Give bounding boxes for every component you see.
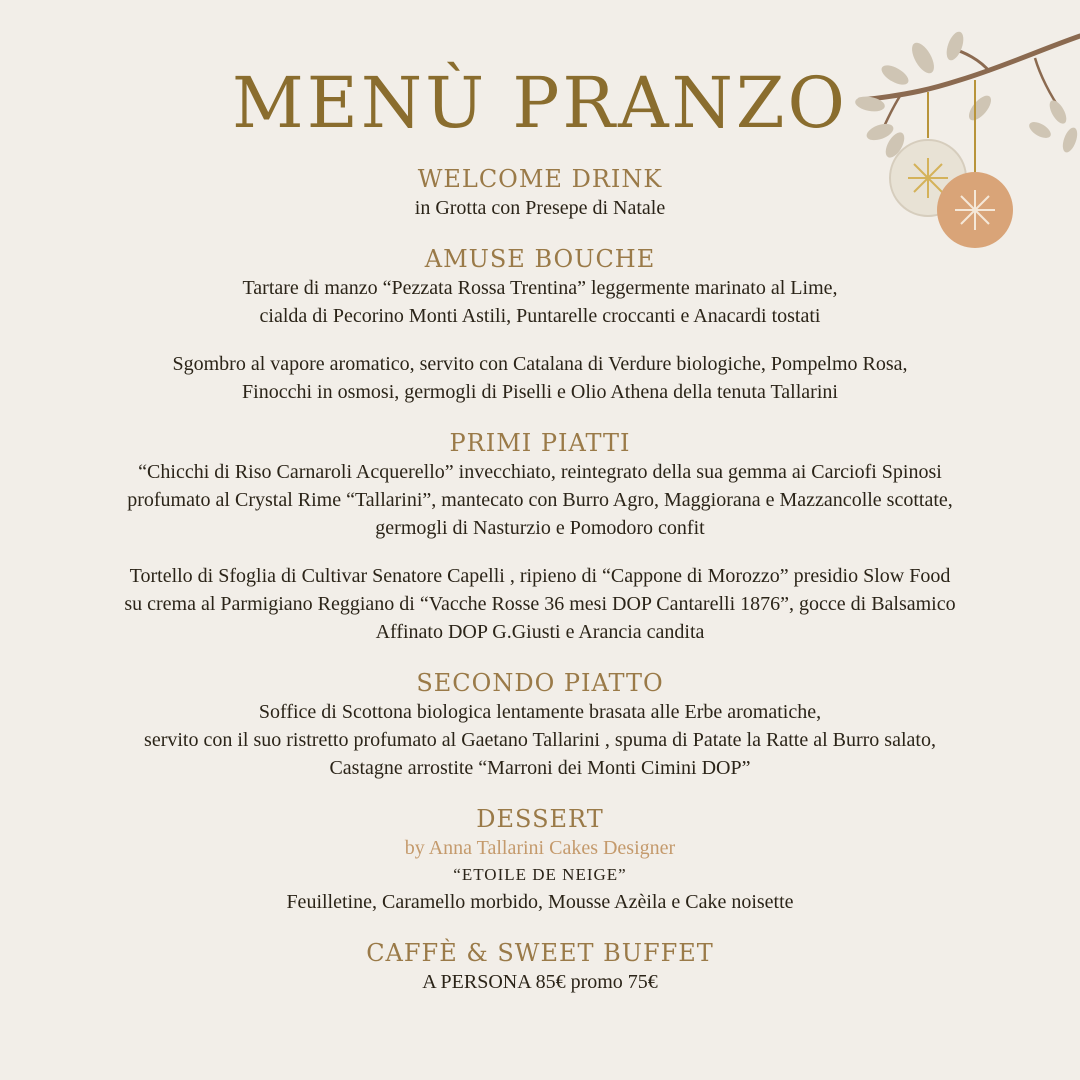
menu-line: Castagne arrostite “Marroni dei Monti Cimini DOP” <box>329 757 751 779</box>
menu-line: Affinato DOP G.Giusti e Arancia candita <box>375 621 705 643</box>
menu-line: Sgombro al vapore aromatico, servito con Catalana di Verdure biologiche, Pompelmo Rosa, <box>172 353 908 375</box>
menu-line: su crema al Parmigiano Reggiano di “Vacche Rosse 36 mesi DOP Cantarelli 1876”, gocce di Balsamico <box>124 593 956 615</box>
dish-tartare <box>20 274 1060 330</box>
menu-line: Tartare di manzo “Pezzata Rossa Trentina” leggermente marinato al Lime, <box>242 277 838 299</box>
section-dessert <box>20 804 1060 916</box>
menu-content <box>20 164 1060 1018</box>
price-line: A PERSONA 85€ promo 75€ <box>422 971 658 993</box>
section-caffe <box>20 938 1060 996</box>
section-heading: WELCOME DRINK <box>417 165 663 193</box>
section-heading: AMUSE BOUCHE <box>424 245 656 273</box>
menu-line: Finocchi in osmosi, germogli di Piselli e Olio Athena della tenuta Tallarini <box>242 381 838 403</box>
dessert-credit: by Anna Tallarini Cakes Designer <box>404 837 676 859</box>
dish-sgombro <box>20 350 1060 406</box>
section-primi-piatti <box>20 428 1060 646</box>
section-heading: CAFFÈ & SWEET BUFFET <box>366 939 714 967</box>
menu-line: Soffice di Scottona biologica lentamente brasata alle Erbe aromatiche, <box>258 701 822 723</box>
menu-line: “Chicchi di Riso Carnaroli Acquerello” invecchiato, reintegrato della sua gemma ai Carciofi Spinosi <box>138 461 942 483</box>
section-heading: DESSERT <box>476 805 604 833</box>
menu-line: Tortello di Sfoglia di Cultivar Senatore Capelli , ripieno di “Cappone di Morozzo” presidio Slow Food <box>129 565 951 587</box>
menu-line: germogli di Nasturzio e Pomodoro confit <box>375 517 705 539</box>
menu-line: in Grotta con Presepe di Natale <box>414 197 666 219</box>
section-amuse-bouche <box>20 244 1060 406</box>
dish-risotto <box>20 458 1060 542</box>
section-heading: SECONDO PIATTO <box>416 669 664 697</box>
page-title: MENÙ PRANZO <box>232 62 848 144</box>
menu-line: profumato al Crystal Rime “Tallarini”, mantecato con Burro Agro, Maggiorana e Mazzancolle scottate, <box>127 489 953 511</box>
menu-line: servito con il suo ristretto profumato al Gaetano Tallarini , spuma di Patate la Ratte al Burro salato, <box>144 729 936 751</box>
menu-line: cialda di Pecorino Monti Astili, Puntarelle croccanti e Anacardi tostati <box>259 305 821 327</box>
section-heading: PRIMI PIATTI <box>449 429 631 457</box>
section-welcome-drink <box>20 164 1060 222</box>
section-secondo-piatto <box>20 668 1060 782</box>
dessert-name: “ETOILE DE NEIGE” <box>453 865 627 884</box>
menu-line: Feuilletine, Caramello morbido, Mousse Azèila e Cake noisette <box>286 891 794 913</box>
dish-tortello <box>20 562 1060 646</box>
